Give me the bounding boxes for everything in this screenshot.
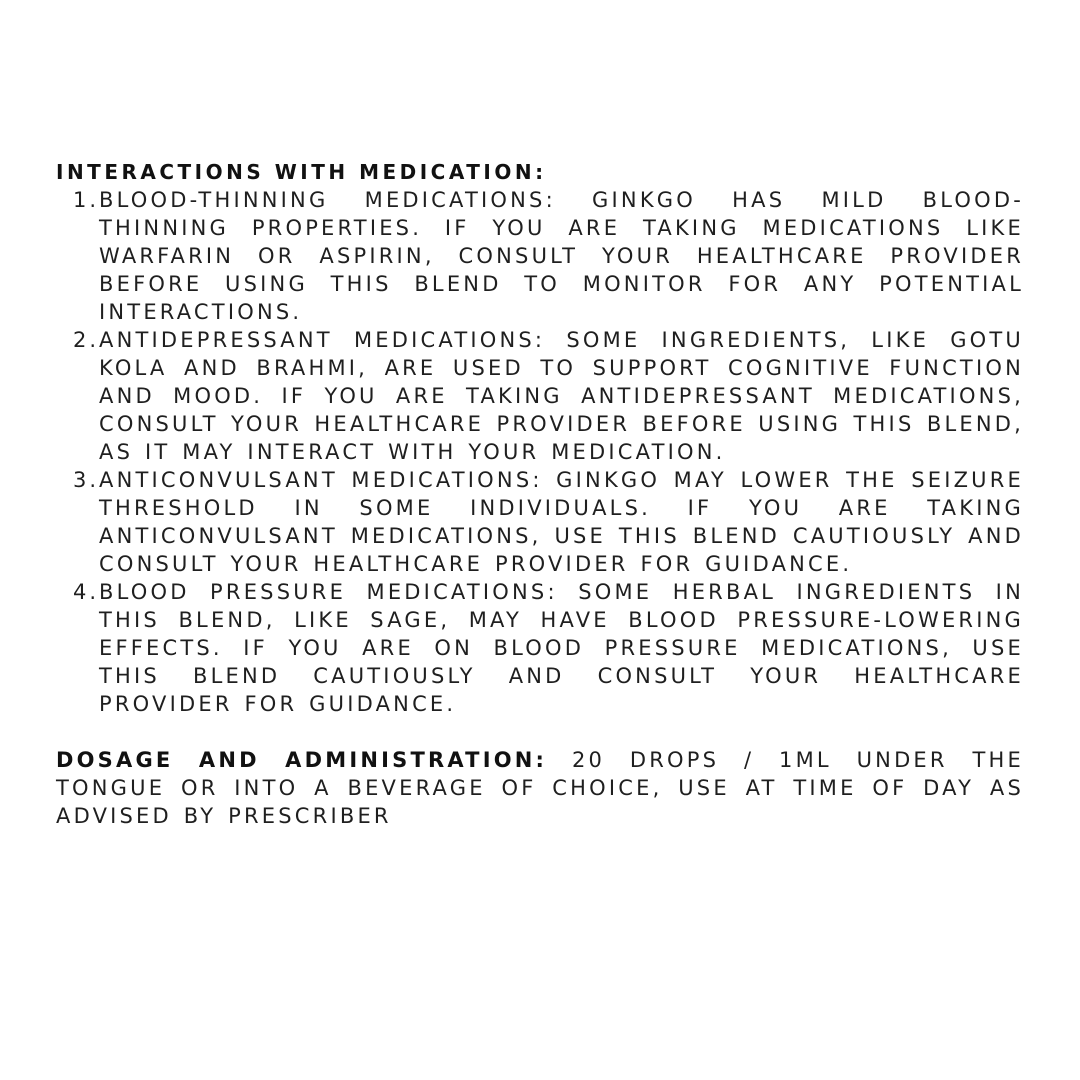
list-item-text: BLOOD-THINNING MEDICATIONS: GINKGO HAS MILD BLOOD-THINNING PROPERTIES. IF YOU ARE TAKING MEDICATIONS LIKE WARFARIN OR ASPIRIN, CONSULT YOUR HEALTHCARE PROVIDER BEFORE USING THIS BLEND TO MONITOR FOR ANY POTENTIAL INTERACTIONS. (99, 188, 1024, 324)
dosage-text: 20 DROPS / 1ML UNDER THE TONGUE OR INTO A BEVERAGE OF CHOICE, USE AT TIME OF DAY AS ADVISED BY PRESCRIBER (56, 748, 1024, 828)
list-item-blood-pressure (56, 578, 1024, 718)
list-item-text: ANTICONVULSANT MEDICATIONS: GINKGO MAY LOWER THE SEIZURE THRESHOLD IN SOME INDIVIDUALS. IF YOU ARE TAKING ANTICONVULSANT MEDICATIONS, USE THIS BLEND CAUTIOUSLY AND CONSULT YOUR HEALTHCARE PROVIDER FOR GUIDANCE. (99, 468, 1024, 576)
list-item-blood-thinning (56, 186, 1024, 326)
interactions-heading: INTERACTIONS WITH MEDICATION: (56, 160, 547, 184)
dosage-label: DOSAGE AND ADMINISTRATION: (56, 748, 548, 772)
list-item-text: BLOOD PRESSURE MEDICATIONS: SOME HERBAL INGREDIENTS IN THIS BLEND, LIKE SAGE, MAY HAVE BLOOD PRESSURE-LOWERING EFFECTS. IF YOU ARE ON BLOOD PRESSURE MEDICATIONS, USE THIS BLEND CAUTIOUSLY AND CONSULT YOUR HEALTHCARE PROVIDER FOR GUIDANCE. (99, 580, 1024, 716)
list-item-text: ANTIDEPRESSANT MEDICATIONS: SOME INGREDIENTS, LIKE GOTU KOLA AND BRAHMI, ARE USED TO SUPPORT COGNITIVE FUNCTION AND MOOD. IF YOU ARE TAKING ANTIDEPRESSANT MEDICATIONS, CONSULT YOUR HEALTHCARE PROVIDER BEFORE USING THIS BLEND, AS IT MAY INTERACT WITH YOUR MEDICATION. (99, 328, 1024, 464)
dosage-paragraph (56, 746, 1024, 830)
interactions-list (56, 186, 1024, 718)
list-item-number: 1. (72, 188, 99, 212)
document-body (56, 158, 1024, 851)
list-item-number: 4. (72, 580, 99, 604)
list-item-number: 2. (72, 328, 99, 352)
list-item-anticonvulsant (56, 466, 1024, 578)
list-item-number: 3. (72, 468, 99, 492)
list-item-antidepressant (56, 326, 1024, 466)
